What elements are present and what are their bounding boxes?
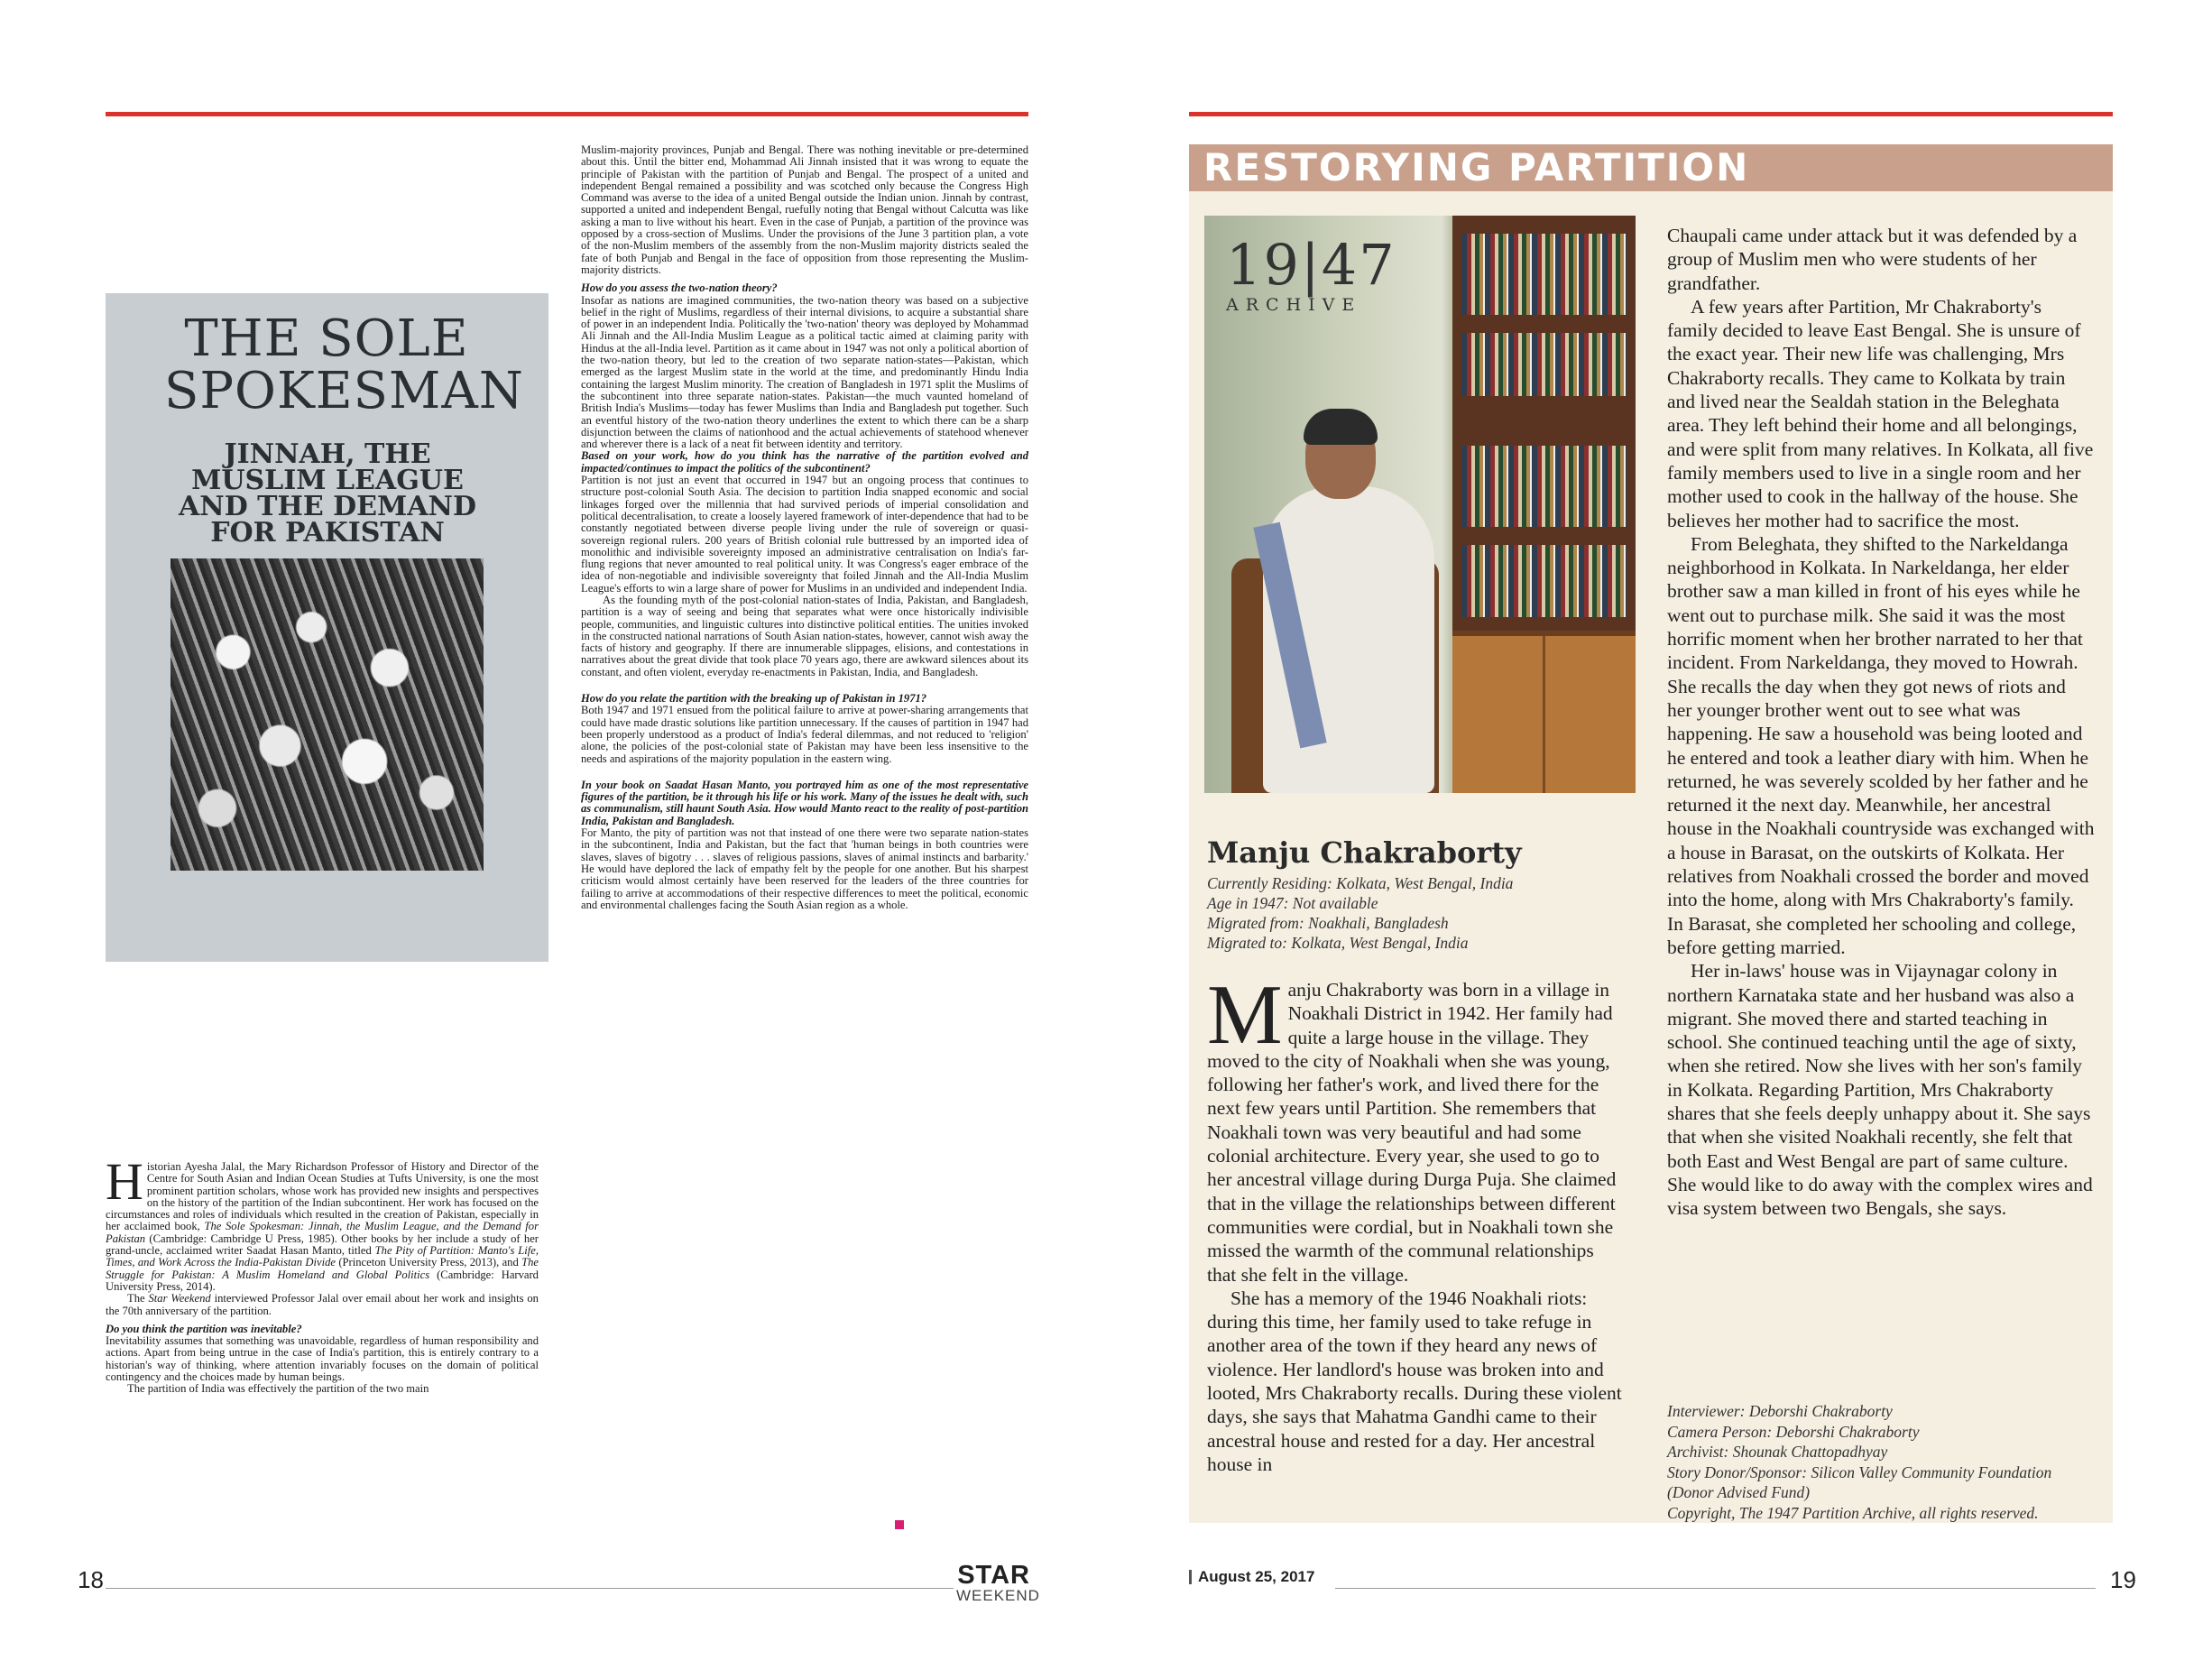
answer: Muslim-majority provinces, Punjab and Bengal. There was nothing inevitable or pre-determined about this. Until the bitter end, Mohammad Ali Jinnah insisted that it was wrong to equate the principle of Pakistan with the partition of Punjab and Bengal. The prospect of a united and independent Bengal remained a possibility and was scotched only because the Congress High Command was averse to the idea of a united Bengal outside the Indian union. Jinnah by contrast, supported a united and independent Bengal, ruefully noting that Bengal without Calcutta was like asking a man to live without his heart. Even in the case of Punjab, a partition of the province was opposed by a cross-section of Muslims. Under the provisions of the June 3 partition plan, a vote of the non-Muslim members of the assembly from the non-Muslim majority districts sealed the fate of both Punjab and Bengal in the face of opposition from those representing the Muslim-majority districts.	[581, 143, 1028, 276]
question: Do you think the partition was inevitable?	[106, 1322, 302, 1335]
story-paragraph: A few years after Partition, Mr Chakraborty's family decided to leave East Bengal. She is unsure of the exact year. Their new life was challenging, Mrs Chakraborty recalls. They came to Kolkata by train and lived near the Sealdah station in the Beleghata area. They left behind their home and all belongings, and were split from many relatives. In Kolkata, all five family members used to live in a single room and her mother used to cook in the hallway of the house. She believes her mother had to sacrifice the most.	[1667, 295, 2094, 531]
story-column-2	[1667, 224, 2095, 1220]
question: Based on your work, how do you think has the narrative of the partition evolved and impacted/continues to impact the politics of the subcontinent?	[581, 449, 1028, 475]
book-subtitle: JINNAH, THE MUSLIM LEAGUE AND THE DEMAND FOR PAKISTAN	[179, 438, 476, 549]
section-banner: RESTORYING PARTITION	[1189, 144, 2113, 191]
top-rule-left	[106, 112, 1028, 116]
portrait-photo	[1204, 216, 1636, 793]
answer: Partition is not just an event that occurred in 1947 but an ongoing process that continues to structure post-colonial South Asia. The decision to partition India snapped economic and social linkages forged over the millennia that had survived periods of imperial consolidation and political decentralisation, to create a loosely layered framework of inter-dependence that had to be constantly negotiated between diverse people living under the rule of sovereign or quasi-sovereign regional rulers. 200 years of British colonial rule buttressed by an imported idea of monolithic and indivisible sovereignty imposed an administrative centralisation on India's far-flung regions that never amounted to real political unity. It was Congress's eager embrace of the idea of non-negotiable and indivisible sovereignty that foiled Jinnah and the All-India Muslim League's efforts to win a large share of power for Muslims in an undivided and independent India.	[581, 474, 1028, 595]
intro-paragraph: istorian Ayesha Jalal, the Mary Richardson Professor of History and Director of the Centre for South Asian and Indian Ocean Studies at Tufts University, is one the most prominent partition scholars, whose work has provided new insights and perspectives on the history of the partition of the Indian subcontinent. Her work has focused on the circumstances and roles of individuals which resulted in the creation of Pakistan, especially in her acclaimed book, The Sole Spokesman: Jinnah, the Muslim League, and the Demand for Pakistan (Cambridge: Cambridge U Press, 1985). Other books by her include a study of her grand-uncle, acclaimed writer Saadat Hasan Manto, titled The Pity of Partition: Manto's Life, Times, and Work Across the India-Pakistan Divide (Princeton University Press, 2013), and The Struggle for Pakistan: A Muslim Homeland and Global Politics (Cambridge: Harvard University Press, 2014).	[106, 1160, 539, 1293]
answer: The partition of India was effectively the partition of the two main	[127, 1382, 429, 1396]
answer: Inevitability assumes that something was unavoidable, regardless of human responsibility and actions. Apart from being untrue in the case of India's partition, this is entirely contrary to a historian's way of thinking, where attention invariably focuses on the domain of political contingency and the choices made by human beings.	[106, 1334, 539, 1384]
page-number-right: 19	[2110, 1566, 2136, 1593]
question: How do you relate the partition with the breaking up of Pakistan in 1971?	[581, 692, 927, 706]
subject-details: Currently Residing: Kolkata, West Bengal, India Age in 1947: Not available Migrated from: Noakhali, Bangladesh Migrated to: Kolkata, West Bengal, India	[1207, 874, 1514, 952]
subject-name: Manju Chakraborty	[1207, 835, 1522, 870]
intro-column	[106, 1152, 539, 1396]
book-title: THE SOLE SPOKESMAN	[164, 309, 524, 420]
footer-rule-left	[106, 1588, 954, 1589]
date-marker	[1189, 1570, 1192, 1584]
top-rule-right	[1189, 112, 2113, 116]
credits: Interviewer: Deborshi Chakraborty Camera Person: Deborshi Chakraborty Archivist: Shounak Chattopadhyay Story Donor/Sponsor: Silicon Valley Community Foundation (Donor Advised Fund) Copyright, The 1947 Partition Archive, all rights reserved.	[1667, 1402, 2052, 1522]
cabinet	[1452, 631, 1636, 793]
story-paragraph: Chaupali came under attack but it was defended by a group of Muslim men who were students of her grandfather.	[1667, 225, 2078, 294]
story-column-1	[1207, 968, 1624, 1476]
archive-logo: 19|47 ARCHIVE	[1226, 232, 1396, 315]
page-number-left: 18	[78, 1566, 104, 1593]
answer: Both 1947 and 1971 ensued from the political failure to arrive at power-sharing arrangements that could have made drastic solutions like partition unnecessary. If the causes of partition in 1947 had been properly understood as a product of India's federal dilemmas, and not reduced to 'religion' alone, the policies of the post-colonial state of Pakistan may have been less insensitive to the needs and aspirations of the majority population in the eastern wing.	[581, 704, 1028, 765]
drop-cap: H	[106, 1152, 143, 1211]
intro-paragraph-2: The Star Weekend interviewed Professor Jalal over email about her work and insights on the 70th anniversary of the partition.	[106, 1292, 539, 1317]
book-title-ref: The Struggle for Pakistan: A Muslim Homeland and Global Politics	[106, 1256, 539, 1281]
answer: Insofar as nations are imagined communities, the two-nation theory was based on a subjective belief in the right of Muslims, regardless of their internal divisions, to acquire a substantial share of power in an independent India. Politically the 'two-nation' theory was deployed by Mohammad Ali Jinnah and the All-India Muslim League as a political tactic aimed at claiming parity with Hindus at the all-India level. Partition as it came about in 1947 was not only a political abortion of the two-nation theory, but led to the creation of two separate nation-states—Pakistan, which emerged as the largest Muslim state in the world at the time, and predominantly Hindu India containing the largest Muslim minority. The creation of Bangladesh in 1971 split the Muslims of the subcontinent into three separate nation-states. Pakistan—the much vaunted homeland of British India's Muslims—today has fewer Muslims than India and Bangladesh put together. Such an eventful history of the two-nation theory underlines the extent to which there can be a sharp disjunction between the claims of nationhood and the actual achievements of statehood whenever and wherever there is a lack of a neat fit between identity and territory.	[581, 293, 1028, 451]
issue-date: August 25, 2017	[1198, 1568, 1315, 1585]
answer: For Manto, the pity of partition was not that instead of one there were two separate nation-states in the subcontinent, India and Pakistan, but the fact that 'human beings in both countries were slaves, slaves of bigotry . . . slaves of religious passions, slaves of animal instincts and barbarity.' He would have deplored the lack of empathy felt by the people for one another. But his sharpest criticism would almost certainly have been reserved for the leaders of the three countries for failing to arrive at accommodations of their respective differences to meet the political, economic and environmental challenges facing the South Asian region as a whole.	[581, 826, 1028, 911]
answer: As the founding myth of the post-colonial nation-states of India, Pakistan, and Bangladesh, partition is a way of seeing and being that separates what were once historically indivisible people, communities, and linguistic cultures into distinctive political entities. The unities invoked in the constructed national narrations of South Asian nation-states, however, cannot wish away the facts of history and geography. If there are innumerable slippages, elisions, and contestations in narratives about the great divide that took place 70 years ago, there are awkward silences about its constant, and often violent, everyday re-enactments in Pakistan, India, and Bangladesh.	[581, 593, 1028, 678]
star-weekend-logo: STAR WEEKEND	[956, 1561, 1040, 1604]
question: In your book on Saadat Hasan Manto, you portrayed him as one of the most representative figures of the partition, be it through his life or his work. Many of the issues he dealt with, such as communalism, still haunt South Asia. How would Manto react to the reality of post-partition India, Pakistan and Bangladesh.	[581, 778, 1028, 827]
book-title-ref: The Sole Spokesman: Jinnah, the Muslim League, and the Demand for Pakistan	[106, 1220, 539, 1245]
story-paragraph: She has a memory of the 1946 Noakhali riots: during this time, her family used to take refuge in another area of the town if they heard any news of violence. Her landlord's house was broken into and looted, Mrs Chakraborty recalls. During these violent days, she says that Mahatma Gandhi came to their ancestral house and rested for a day. Her ancestral house in	[1207, 1287, 1622, 1475]
book-title-ref: The Pity of Partition: Manto's Life, Times, and Work Across the India-Pakistan Divide	[106, 1244, 539, 1269]
interview-column	[581, 144, 1028, 911]
question: How do you assess the two-nation theory?	[581, 281, 778, 295]
footer-rule-right	[1335, 1588, 2096, 1589]
book-cover-photo	[171, 558, 484, 871]
story-paragraph: Her in-laws' house was in Vijaynagar colony in northern Karnataka state and her husband was also a migrant. She moved there and started teaching in school. She continued teaching until the age of sixty, when she retired. Now she lives with her son's family in Kolkata. Regarding Partition, Mrs Chakraborty shares that she feels deeply unhappy about it. She says that when she visited Noakhali recently, she felt that both East and West Bengal are part of same culture. She would like to do away with the complex wires and visa system between two Bengals, she says.	[1667, 960, 2093, 1220]
book-cover-image	[106, 293, 548, 962]
end-mark	[895, 1520, 904, 1529]
story-paragraph: From Beleghata, they shifted to the Narkeldanga neighborhood in Kolkata. In Narkeldanga, her elder brother saw a man killed in front of his eyes while he went out to purchase milk. She said it was the most horrific moment when her brother narrated to her that incident. From Narkeldanga, they moved to Howrah. She recalls the day when they got news of riots and her younger brother went out to see what was happening. He saw a household was being looted and he entered and took a leather diary with him. When he returned, he was severely scolded by her father and he returned it the next day. Meanwhile, her ancestral house in the Noakhali countryside was exchanged with a house in Barasat, on the outskirts of Kolkata. Her relatives from Noakhali crossed the border and moved into the home, along with Mrs Chakraborty's family. In Barasat, she completed her schooling and college, before getting married.	[1667, 532, 2095, 958]
story-paragraph: anju Chakraborty was born in a village in Noakhali District in 1942. Her family had quite a large house in the village. They moved to the city of Noakhali when she was young, following her father's work, and lived there for the next few years until Partition. She remembers that Noakhali town was very beautiful and had some colonial architecture. Every year, she used to go to her ancestral village during Durga Puja. She claimed that in the village the relationships between different communities were cordial, but in Noakhali town she missed the warmth of the communal relationships that she felt in the village.	[1207, 979, 1617, 1286]
drop-cap: M	[1207, 968, 1283, 1062]
